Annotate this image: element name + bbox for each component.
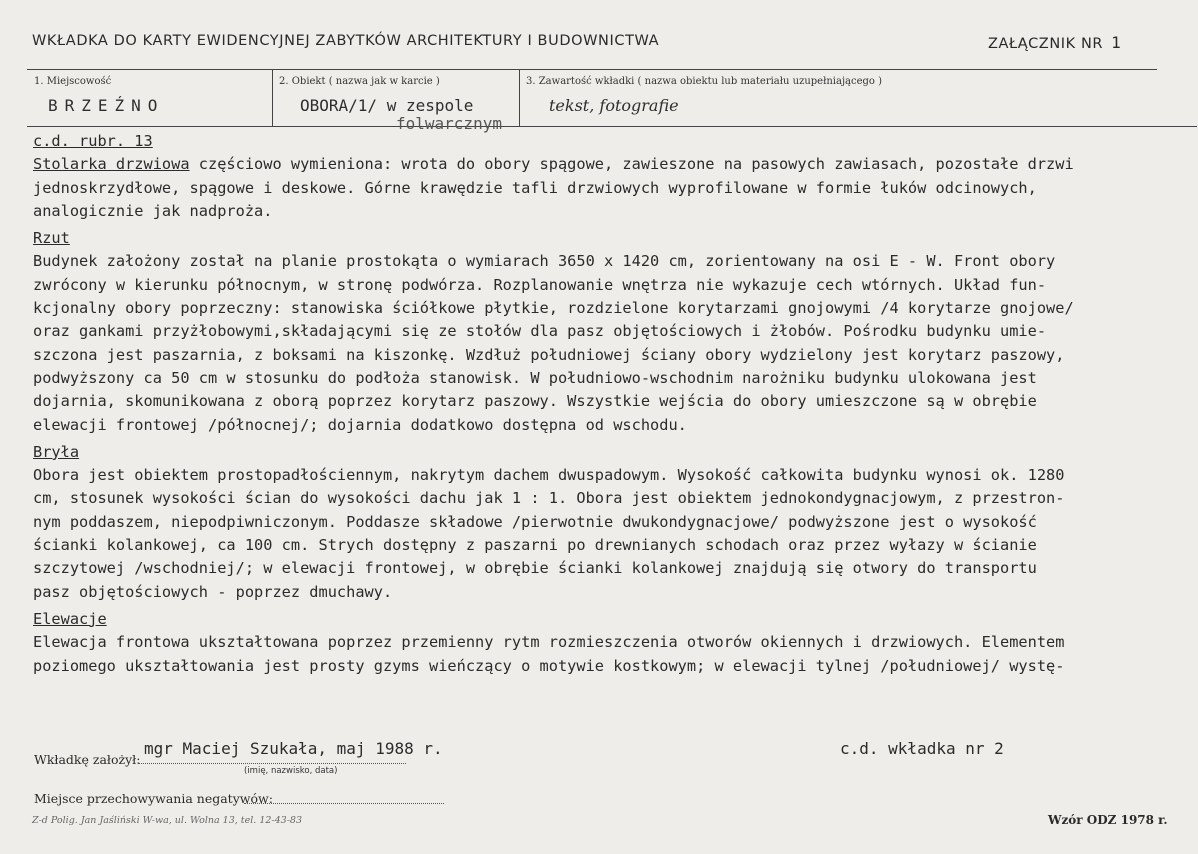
author-value: mgr Maciej Szukała, maj 1988 r. [144,739,443,758]
rzut-line: elewacji frontowej /północnej/; dojarnia dodatkowo dostępna od wschodu. [33,415,687,434]
rzut-heading: Rzut [33,229,70,248]
annex-label [988,33,1121,52]
elewacje-heading: Elewacje [33,609,107,628]
rzut-line: podwyższony ca 50 cm w stosunku do podłoża stanowisk. W południowo-wschodnim narożniku budynku ulokowana jest [33,368,1037,387]
author-label: Wkładkę założył: [34,752,141,767]
bryla-heading: Bryła [33,442,80,461]
negatives-dotted-line [244,803,444,804]
locality-label: 1. Miejscowość [34,76,112,87]
stolarka-line [33,153,1193,176]
bryla-line: Obora jest obiektem prostopadłościennym, nakrytym dachem dwuspadowym. Wysokość całkowita budynku wynosi ok. 1280 [33,466,1065,485]
bryla-line: szczytowej /wschodniej/; w elewacji frontowej, w obrębie ścianki kolankowej znajdują się otwory do transportu [33,559,1037,578]
object-label: 2. Obiekt ( nazwa jak w karcie ) [279,76,440,87]
stolarka-text: częściowo wymieniona: wrota do obory spągowe, zawieszone na pasowych zawiasach, pozostałe drzwi [189,155,1074,174]
stolarka-line: jednoskrzydłowe, spągowe i deskowe. Górne krawędzie tafli drzwiowych wyprofilowane w formie łuków odcinowych, [33,178,1037,197]
bryla-line: ścianki kolankowej, ca 100 cm. Strych dostępny z paszarni po drewnianych schodach oraz przez wyłazy w ścianie [33,536,1037,555]
rzut-line: szczona jest paszarnia, z boksami na kiszonkę. Wzdłuż południowej ściany obory wydzielony jest korytarz paszowy, [33,345,1065,364]
locality-value: BRZEŹNO [48,96,165,115]
contents-value: tekst, fotografie [549,96,679,115]
stolarka-heading: Stolarka drzwiowa [33,155,190,174]
bryla-line: nym poddaszem, niepodpiwniczonym. Poddasze składowe /pierwotnie dwukondygnacjowe/ podwyższone jest o wysokość [33,512,1037,531]
object-value: OBORA/1/ w zespole [300,96,474,115]
field-divider-2 [519,69,520,126]
card-title: WKŁADKA DO KARTY EWIDENCYJNEJ ZABYTKÓW ARCHITEKTURY I BUDOWNICTWA [32,33,660,49]
form-code: Wzór ODZ 1978 r. [1048,813,1168,827]
elewacje-line: Elewacja frontowa ukształtowana poprzez przemienny rytm rozmieszczenia otworów okiennych i drzwiowych. Elementem [33,633,1065,652]
annex-number: 1 [1111,33,1122,52]
bryla-line: pasz objętościowych - poprzez dmuchawy. [33,582,393,601]
object-value-line2: folwarcznym [396,114,502,133]
continuation-heading: c.d. rubr. 13 [33,132,153,150]
rzut-line: zwrócony w kierunku północnym, w stronę podwórza. Rozplanowanie wnętrza nie wykazuje cech wtórnych. Układ fun- [33,275,1047,294]
stolarka-line: analogicznie jak nadproża. [33,201,273,220]
bryla-line: cm, stosunek wysokości ścian do wysokości dachu jak 1 : 1. Obora jest obiektem jednokondygnacjowym, z przestron- [33,489,1065,508]
annex-label-text: ZAŁĄCZNIK NR [988,36,1104,52]
continued-note: c.d. wkładka nr 2 [840,739,1004,758]
rzut-line: kcjonalny obory poprzeczny: stanowiska ściółkowe płytkie, rozdzielone korytarzami gnojowymi /4 korytarze gnojowe/ [33,299,1074,318]
author-sub-label: (imię, nazwisko, data) [244,766,338,776]
rzut-line: oraz gankami przyżłobowymi,składającymi się ze stołów dla pasz objętościowych i żłobów. Pośrodku budynku umie- [33,322,1047,341]
header-rule-bottom [27,126,1197,127]
field-divider-1 [272,69,273,126]
rzut-line: Budynek założony został na planie prostokąta o wymiarach 3650 x 1420 cm, zorientowany na osi E - W. Front obory [33,252,1056,271]
elewacje-line: poziomego ukształtowania jest prosty gzyms wieńczący o motywie kostkowym; w elewacji tylnej /południowej/ wystę- [33,656,1065,675]
description-text [33,130,1193,678]
contents-label: 3. Zawartość wkładki ( nazwa obiektu lub materiału uzupełniającego ) [526,76,883,87]
header-rule-top [27,69,1157,70]
rzut-line: dojarnia, skomunikowana z oborą poprzez korytarz paszowy. Wszystkie wejścia do obory umieszczone są w obrębie [33,392,1037,411]
printer-imprint: Z-d Polig. Jan Jaśliński W-wa, ul. Wolna 13, tel. 12-43-83 [32,815,303,826]
author-dotted-line [138,763,406,764]
negatives-label: Miejsce przechowywania negatywów: [34,791,273,806]
